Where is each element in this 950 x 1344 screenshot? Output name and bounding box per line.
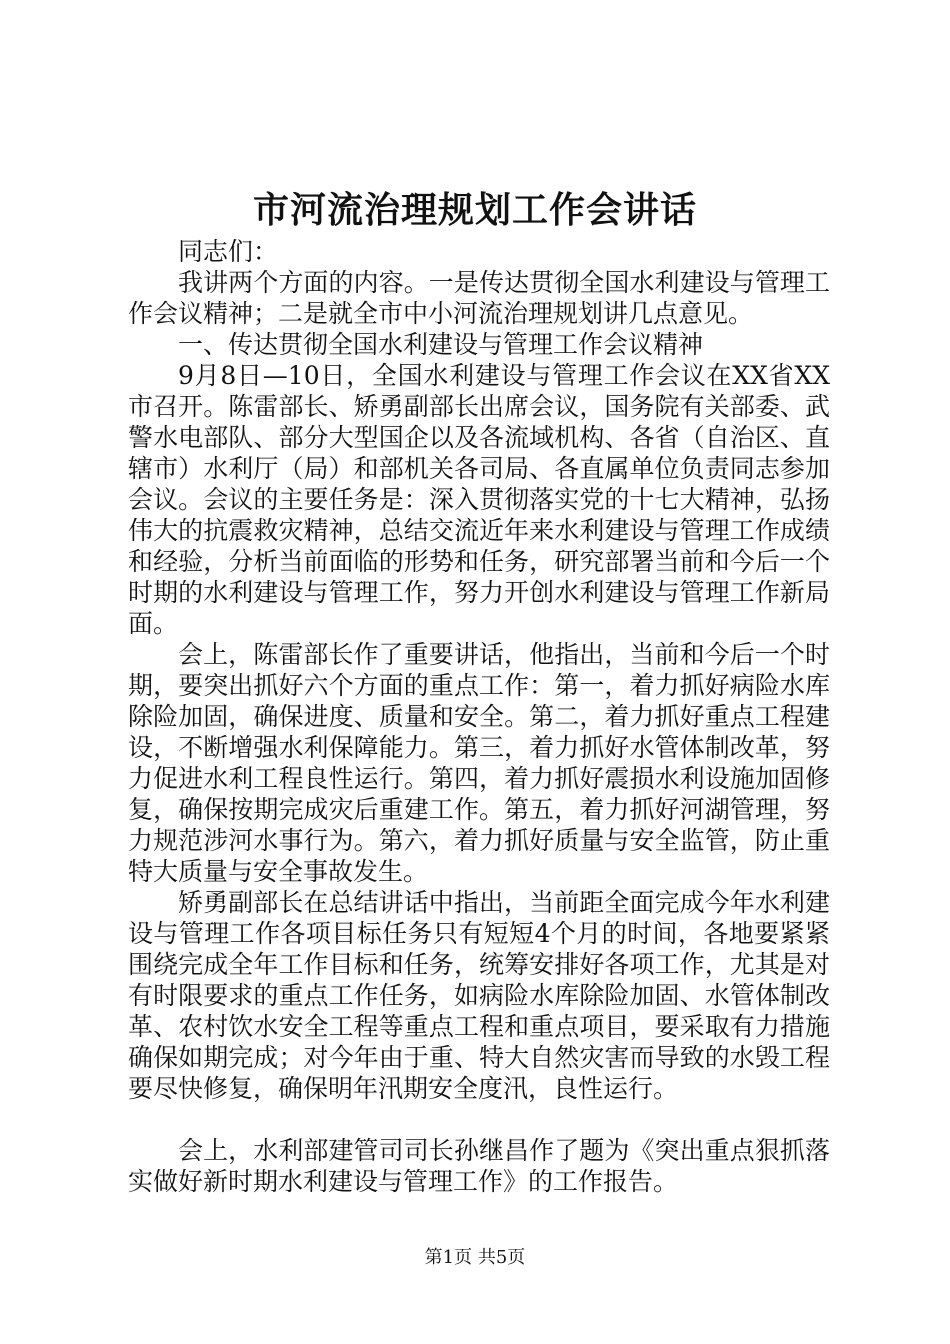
- body-paragraph: 会上，水利部建管司司长孙继昌作了题为《突出重点狠抓落实做好新时期水利建设与管理工作》的工作报告。: [128, 1136, 830, 1196]
- body-paragraph: 矫勇副部长在总结讲话中指出，当前距全面完成今年水利建设与管理工作各项目标任务只有短短4个月的时间，各地要紧紧围绕完成全年工作目标和任务，统筹安排好各项工作，尤其是对有时限要求的重点工作任务，如病险水库除险加固、水管体制改革、农村饮水安全工程等重点工程和重点项目，要采取有力措施确保如期完成；对今年由于重、特大自然灾害而导致的水毁工程要尽快修复，确保明年汛期安全度汛，良性运行。: [128, 888, 830, 1103]
- section-heading: 一、传达贯彻全国水利建设与管理工作会议精神: [178, 330, 704, 359]
- body-paragraph: 我讲两个方面的内容。一是传达贯彻全国水利建设与管理工作会议精神；二是就全市中小河流治理规划讲几点意见。: [128, 268, 830, 328]
- document-title: 市河流治理规划工作会讲话: [252, 189, 697, 231]
- salutation: 同志们：: [178, 237, 279, 266]
- body-paragraph: 会上，陈雷部长作了重要讲话，他指出，当前和今后一个时期，要突出抓好六个方面的重点工作：第一，着力抓好病险水库除险加固，确保进度、质量和安全。第二，着力抓好重点工程建设，不断增强水利保障能力。第三，着力抓好水管体制改革，努力促进水利工程良性运行。第四，着力抓好震损水利设施加固修复，确保按期完成灾后重建工作。第五，着力抓好河湖管理，努力规范涉河水事行为。第六，着力抓好质量与安全监管，防止重特大质量与安全事故发生。: [128, 640, 830, 886]
- document-body: [128, 236, 830, 1197]
- body-paragraph: 9月8日—10日，全国水利建设与管理工作会议在XX省XX市召开。陈雷部长、矫勇副部长出席会议，国务院有关部委、武警水电部队、部分大型国企以及各流域机构、各省（自治区、直辖市）水利厅（局）和部机关各司局、各直属单位负责同志参加会议。会议的主要任务是：深入贯彻落实党的十七大精神，弘扬伟大的抗震救灾精神，总结交流近年来水利建设与管理工作成绩和经验，分析当前面临的形势和任务，研究部署当前和今后一个时期的水利建设与管理工作，努力开创水利建设与管理工作新局面。: [128, 361, 830, 638]
- page-number-footer: 第1页 共5页: [424, 1247, 526, 1268]
